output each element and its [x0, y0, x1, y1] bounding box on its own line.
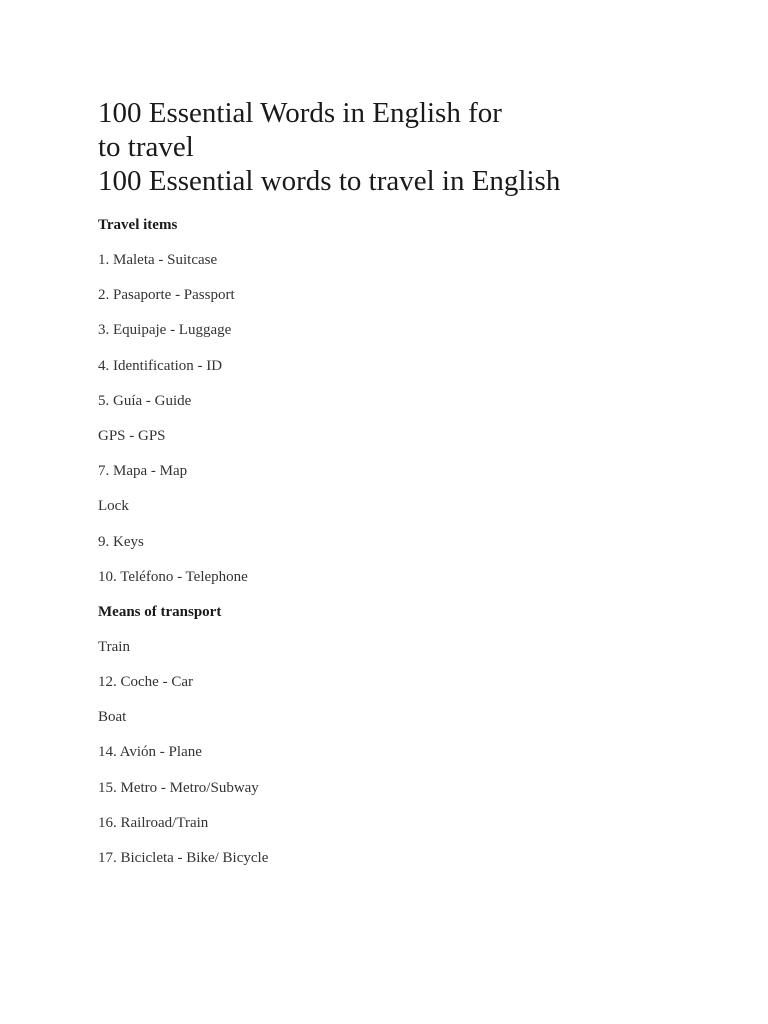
list-item: 10. Teléfono - Telephone — [98, 568, 248, 585]
list-item: GPS - GPS — [98, 427, 166, 444]
list-item: Train — [98, 638, 130, 655]
list-item: Lock — [98, 498, 129, 515]
list-item: 7. Mapa - Map — [98, 463, 188, 480]
list-item: Boat — [98, 709, 127, 726]
title-line: 100 Essential words to travel in English — [98, 165, 561, 197]
section-heading: Means of transport — [98, 603, 222, 620]
list-item: 3. Equipaje - Luggage — [98, 322, 232, 339]
list-item: 12. Coche - Car — [98, 674, 193, 691]
list-item: 5. Guía - Guide — [98, 392, 192, 409]
title-line: 100 Essential Words in English for — [98, 97, 502, 129]
list-item: 16. Railroad/Train — [98, 814, 209, 831]
list-item: 15. Metro - Metro/Subway — [98, 779, 259, 796]
list-item: 2. Pasaporte - Passport — [98, 287, 235, 304]
list-item: 1. Maleta - Suitcase — [98, 252, 218, 268]
list-item: 17. Bicicleta - Bike/ Bicycle — [98, 850, 269, 866]
section-means-of-transport — [98, 603, 718, 884]
section-travel-items — [98, 216, 718, 603]
document-page — [98, 96, 718, 884]
section-heading: Travel items — [98, 217, 178, 233]
list-item: 4. Identification - ID — [98, 357, 223, 374]
list-item: 9. Keys — [98, 533, 144, 550]
document-title — [98, 96, 718, 198]
title-line: to travel — [98, 131, 194, 163]
list-item: 14. Avión - Plane — [98, 744, 202, 761]
